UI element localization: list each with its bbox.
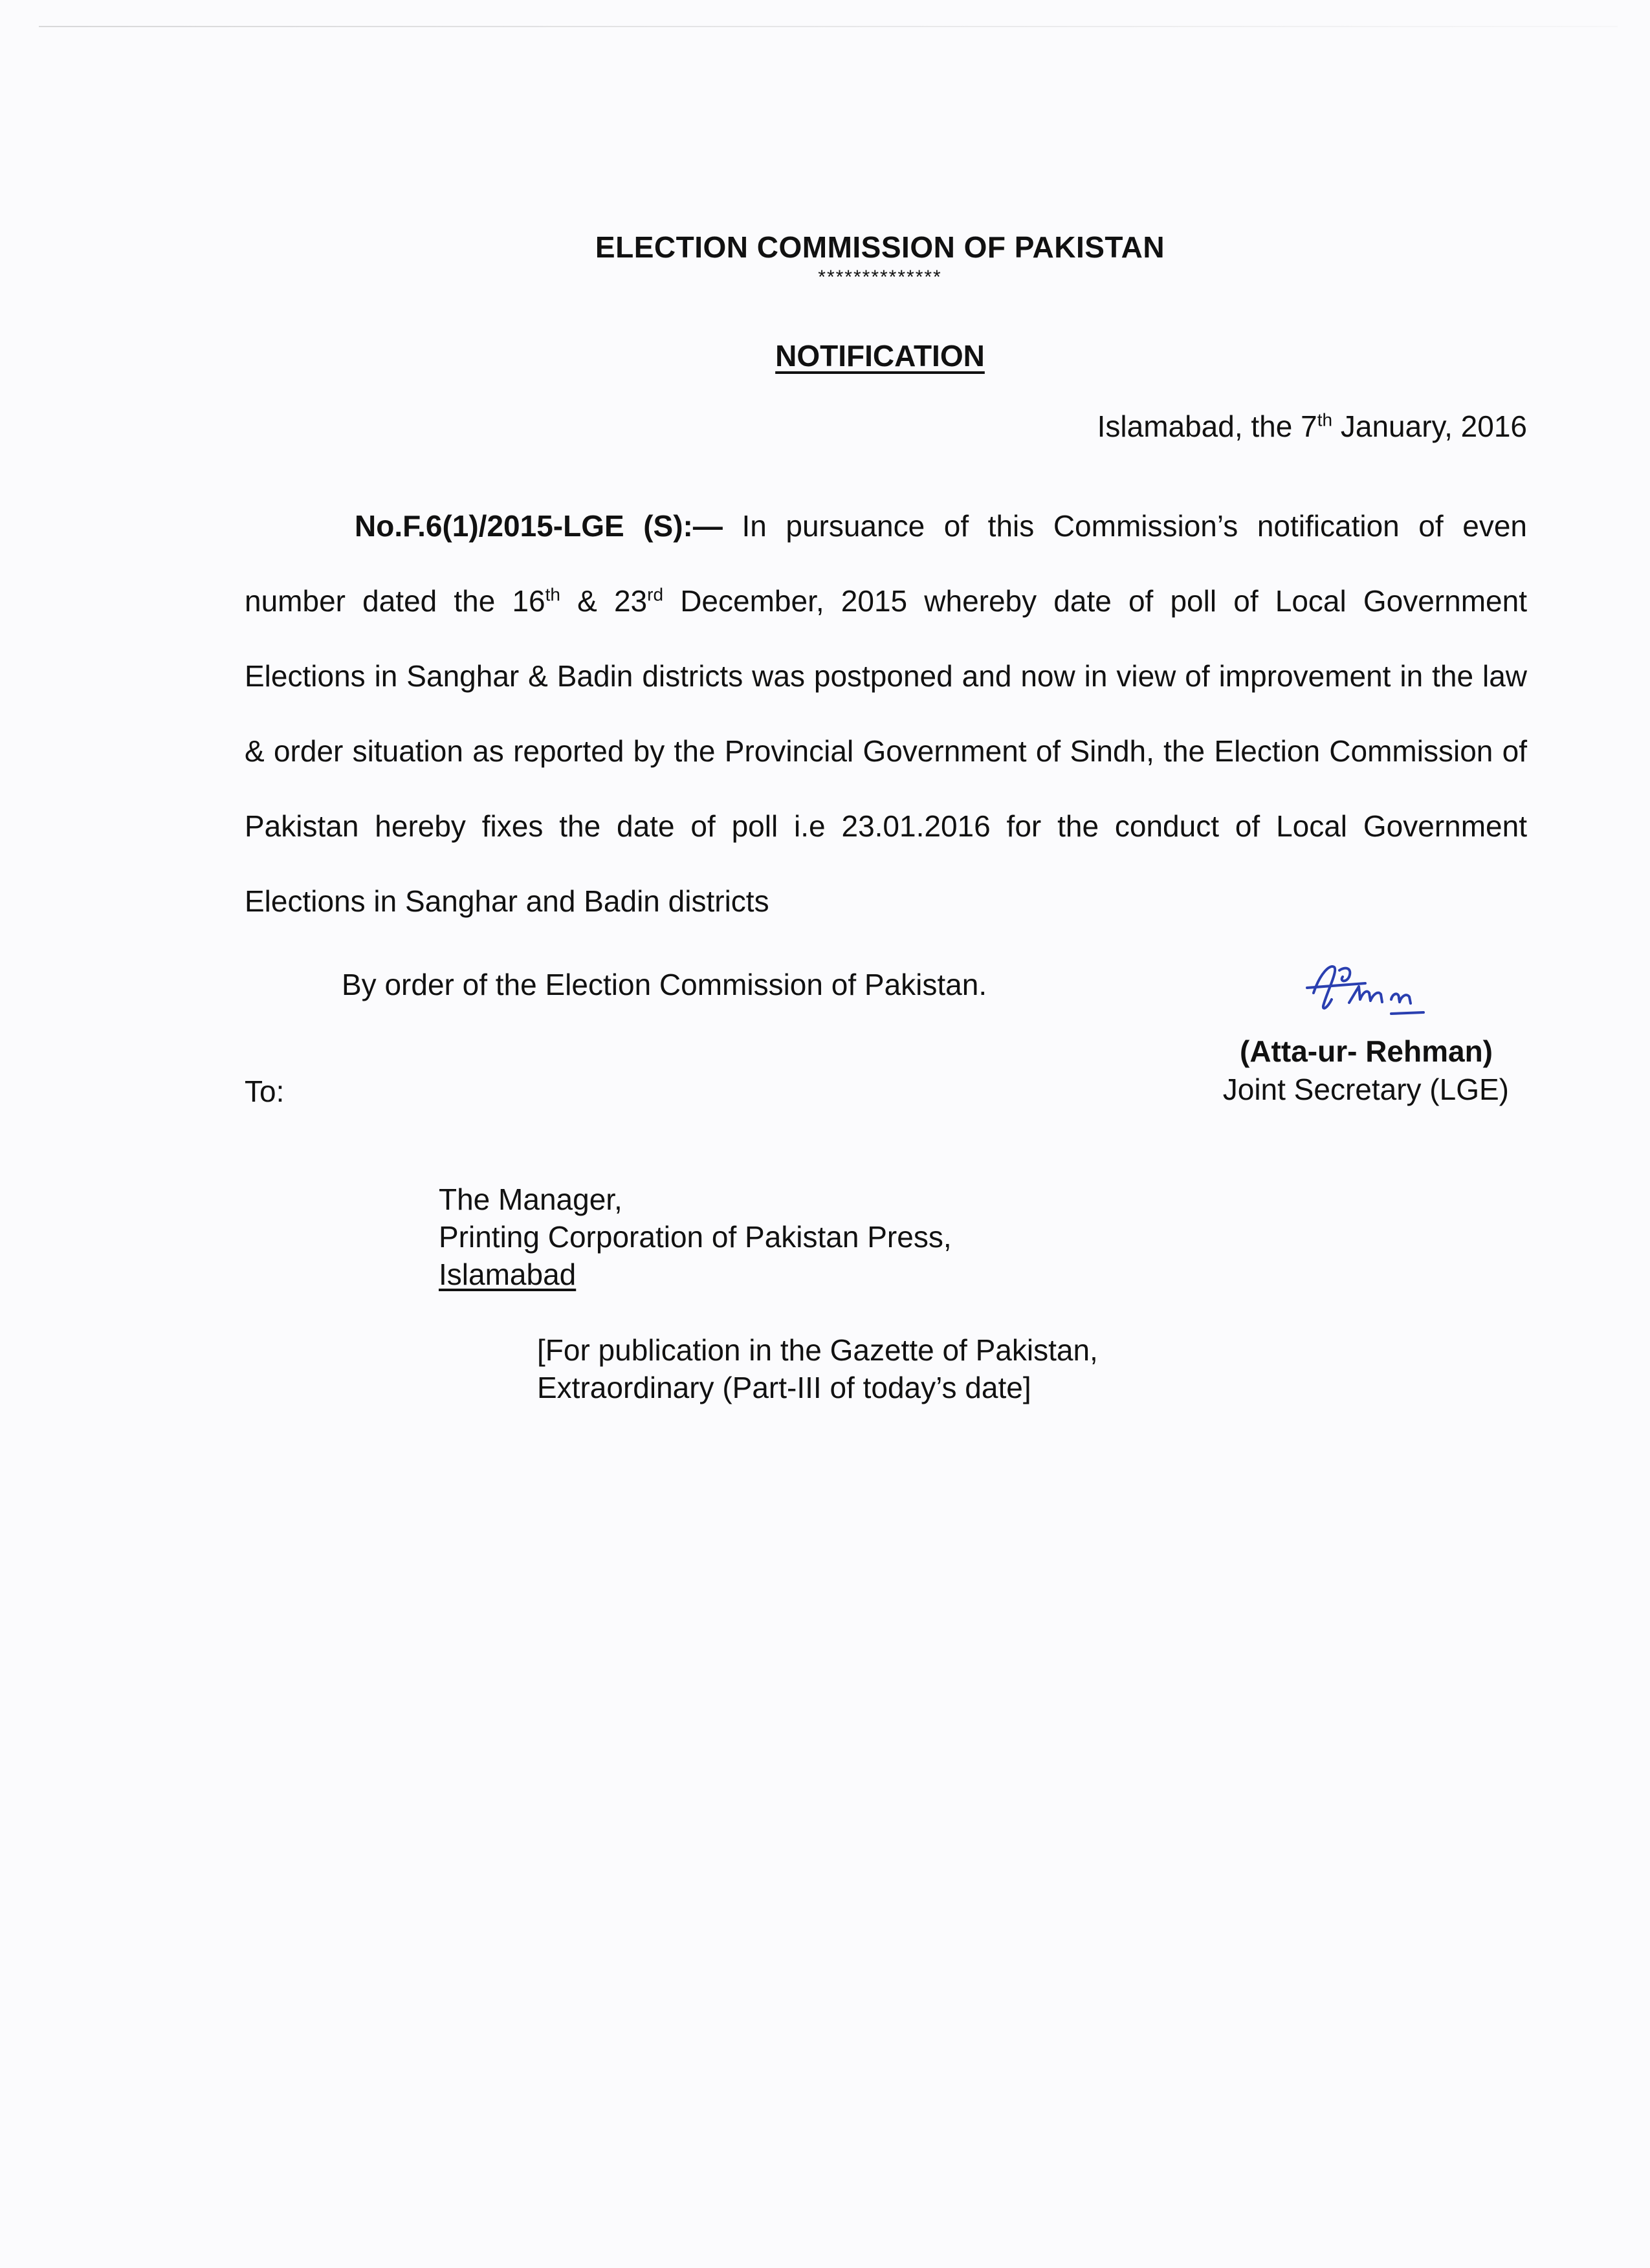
body-text-3: December, 2015 whereby date of poll of Local Government Elections in Sanghar & Badin districts was postponed and now in view of improvement in the law & order situation as reported by the Provincial Government of Sindh, the Election Commission of Pakistan hereby fixes the date of poll i.e 23.01.2016 for the conduct of Local Government Elections in Sanghar and Badin districts: [245, 584, 1527, 918]
body-text-1: In pursuance of this Commission’s notification of even number dated the 16: [245, 509, 1527, 618]
date-line: [1097, 409, 1527, 444]
signatory-name: (Atta-ur- Rehman): [1240, 1034, 1493, 1068]
title-separator: **************: [818, 267, 942, 288]
date-superscript: th: [1317, 409, 1333, 430]
body-text-2: & 23: [560, 584, 648, 618]
recipient-address: [439, 1181, 952, 1293]
scan-edge-line: [39, 26, 1618, 27]
publication-note: [537, 1331, 1098, 1406]
notification-heading: [0, 338, 1650, 373]
to-label: To:: [245, 1074, 285, 1108]
body-superscript-1: th: [545, 584, 560, 605]
handwritten-signature: [1294, 948, 1462, 1032]
address-line: The Manager,: [439, 1183, 622, 1216]
organization-title: ELECTION COMMISSION OF PAKISTAN: [595, 230, 1165, 264]
signatory-title: Joint Secretary (LGE): [1222, 1073, 1509, 1106]
notification-body: [245, 488, 1527, 939]
publication-line: [For publication in the Gazette of Pakistan,: [537, 1333, 1098, 1367]
address-line: Printing Corporation of Pakistan Press,: [439, 1220, 952, 1254]
date-prefix: Islamabad, the 7: [1097, 409, 1317, 443]
body-superscript-2: rd: [647, 584, 664, 605]
address-city: Islamabad: [439, 1258, 577, 1291]
reference-number: No.F.6(1)/2015-LGE (S):—: [355, 509, 723, 543]
order-line: By order of the Election Commission of Pakistan.: [342, 968, 987, 1001]
notification-heading-text: NOTIFICATION: [775, 339, 985, 373]
date-suffix: January, 2016: [1332, 409, 1527, 443]
publication-line: Extraordinary (Part-III of today’s date]: [537, 1371, 1031, 1404]
